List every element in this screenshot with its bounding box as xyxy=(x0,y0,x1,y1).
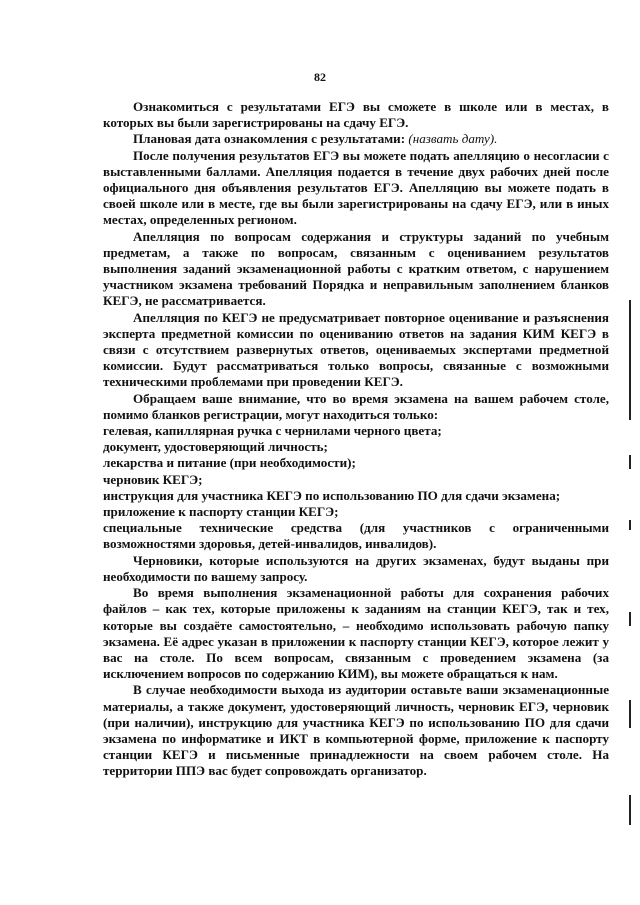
list-item-draft: черновик КЕГЭ; xyxy=(103,471,203,487)
paragraph-planned-date xyxy=(103,131,609,147)
scan-margin-mark xyxy=(629,612,631,626)
paragraph-desk-items-intro: Обращаем ваше внимание, что во время экзамена на вашем рабочем столе, помимо бланков регистрации, могут находиться только: xyxy=(103,390,609,422)
paragraph-working-folder: Во время выполнения экзаменационной работы для сохранения рабочих файлов – как тех, которые приложены к заданиям на станции КЕГЭ, так и тех, которые вы создаёте самостоятельно, – необходимо использовать рабочую папку экзамена. Её адрес указан в приложении к паспорту станции КЕГЭ, которое лежит у вас на столе. По всем вопросам, связанным с проведением экзамена (за исключением вопросов по содержанию КИМ), вы можете обращаться к нам. xyxy=(103,585,609,682)
list-item-id-document: документ, удостоверяющий личность; xyxy=(103,439,328,455)
paragraph-drafts: Черновики, которые используются на других экзаменах, будут выданы при необходимости по вашему запросу. xyxy=(103,552,609,584)
paragraph-results-location: Ознакомиться с результатами ЕГЭ вы сможете в школе или в местах, в которых вы были зарегистрированы на сдачу ЕГЭ. xyxy=(103,99,609,131)
list-item-pen: гелевая, капиллярная ручка с чернилами черного цвета; xyxy=(103,423,442,439)
paragraph-appeal-kege: Апелляция по КЕГЭ не предусматривает повторное оценивание и разъяснения эксперта предметной комиссии по оцениванию ответов на задания КИМ КЕГЭ в связи с отсутствием развернутых ответов, оцениваемых экспертами предметной комиссии. Будут рассматриваться только вопросы, связанные с возможными техническими проблемами при проведении КЕГЭ. xyxy=(103,309,609,390)
paragraph-appeal-scores: После получения результатов ЕГЭ вы можете подать апелляцию о несогласии с выставленными баллами. Апелляция подается в течение двух рабочих дней после официального дня объявления результатов ЕГЭ. Апелляцию вы можете подать в своей школе или в месте, где вы были зарегистрированы на сдачу ЕГЭ, или в иных местах, определенных регионом. xyxy=(103,147,609,228)
scan-margin-mark xyxy=(629,300,631,420)
scan-margin-mark xyxy=(629,795,631,825)
paragraph-leaving-room: В случае необходимости выхода из аудитории оставьте ваши экзаменационные материалы, а также документ, удостоверяющий личность, черновик ЕГЭ, черновик (при наличии), инструкцию для участника КЕГЭ по использованию ПО для сдачи экзамена по информатике и ИКТ в компьютерной форме, приложение к паспорту станции КЕГЭ и письменные принадлежности на своем рабочем столе. На территории ППЭ вас будет сопровождать организатор. xyxy=(103,682,609,779)
page-number: 82 xyxy=(314,70,326,84)
list-item-special-equipment: специальные технические средства (для участников с ограниченными возможностями здоровья, детей-инвалидов, инвалидов). xyxy=(103,520,609,552)
list-item-medicine-food: лекарства и питание (при необходимости); xyxy=(103,455,356,471)
document-body xyxy=(103,99,609,780)
planned-date-label: Плановая дата ознакомления с результатами: xyxy=(133,131,406,147)
scan-margin-mark xyxy=(629,455,631,469)
list-item-station-attachment: приложение к паспорту станции КЕГЭ; xyxy=(103,504,339,520)
list-item-instruction: инструкция для участника КЕГЭ по использованию ПО для сдачи экзамена; xyxy=(103,487,561,503)
paragraph-appeal-not-considered: Апелляция по вопросам содержания и структуры заданий по учебным предметам, а также по вопросам, связанным с оцениванием результатов выполнения заданий экзаменационной работы с кратким ответом, с нарушением участником экзамена требований Порядка и неправильным заполнением бланков КЕГЭ, не рассматривается. xyxy=(103,228,609,309)
date-hint: (назвать дату). xyxy=(408,131,498,147)
scan-margin-mark xyxy=(629,520,631,530)
scan-margin-mark xyxy=(629,700,631,728)
